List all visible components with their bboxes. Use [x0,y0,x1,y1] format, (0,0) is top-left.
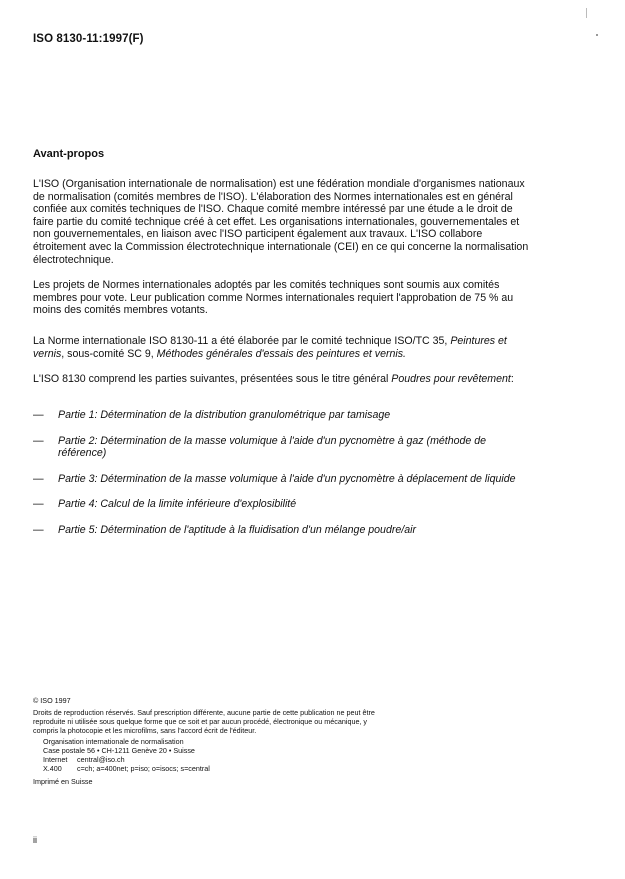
copyright-notice: © ISO 1997 [33,696,71,705]
list-item [33,409,533,422]
committee-text: La Norme internationale ISO 8130-11 a été élaborée par le comité technique ISO/TC 35, [33,335,451,347]
part-3-text: Partie 3: Détermination de la masse volumique à l'aide d'un pycnomètre à déplacement de liquide [58,472,516,485]
list-item [33,473,533,486]
internet-row [43,755,393,764]
internet-label: Internet [43,755,68,764]
part-1-text: Partie 1: Détermination de la distribution granulométrique par tamisage [58,409,391,421]
scan-edge-mark [586,8,587,18]
dash-bullet: — [33,434,44,447]
publisher-address [43,737,393,773]
parts-intro-text: L'ISO 8130 comprend les parties suivantes, présentées sous le titre général [33,373,392,385]
dash-bullet: — [33,523,44,536]
x400-row [43,764,393,773]
printed-in: Imprimé en Suisse [33,777,93,786]
copyright-block [33,696,393,786]
postal-address: Case postale 56 • CH-1211 Genève 20 • Suisse [43,746,195,755]
dash-bullet: — [33,498,44,511]
rights-statement: Droits de reproduction réservés. Sauf prescription différente, aucune partie de cette publication ne peut être reproduite ni utilisée sous quelque forme que ce soit et par aucun procédé, électronique ou mécanique, y compris la photocopie et les microfilms, sans l'accord écrit de l'éditeur. [33,708,375,735]
paragraph-committee [33,335,533,360]
parts-intro-colon: : [510,373,514,385]
list-item [33,435,533,460]
subcommittee-text: , sous-comité SC 9, [61,347,157,360]
x400-value: c=ch; a=400net; p=iso; o=isocs; s=central [77,764,210,773]
subcommittee-title: Méthodes générales d'essais des peintures et vernis. [156,347,406,360]
general-title: Poudres pour revêtement [391,373,511,385]
org-name: Organisation internationale de normalisation [43,737,184,746]
paragraph-iso-description: L'ISO (Organisation internationale de normalisation) est une fédération mondiale d'organismes nationaux de normalisation (comités membres de l'ISO). L'élaboration des Normes internationales est en général confiée aux comités techniques de l'ISO. Chaque comité membre intéressé par une étude a le droit de faire partie du comité technique créé à cet effet. Les organisations internationales, gouvernementales et non gouvernementales, en liaison avec l'ISO participent également aux travaux. L'ISO collabore étroitement avec la Commission électrotechnique internationale (CEI) en ce qui concerne la normalisation électrotechnique. [33,178,529,266]
list-item [33,498,533,511]
x400-label: X.400 [43,764,62,773]
paragraph-parts-intro [33,373,533,386]
committee-title: Peintures et vernis [33,335,507,360]
section-heading-avant-propos: Avant-propos [33,148,105,160]
part-4-text: Partie 4: Calcul de la limite inférieure d'explosibilité [58,498,297,511]
dash-bullet: — [33,472,44,485]
internet-value: central@iso.ch [77,755,125,764]
scan-dot [596,34,598,36]
part-5-text: Partie 5: Détermination de l'aptitude à la fluidisation d'un mélange poudre/air [58,523,416,536]
parts-list [33,409,533,550]
part-2-text: Partie 2: Détermination de la masse volumique à l'aide d'un pycnomètre à gaz (méthode de référence) [58,434,487,460]
dash-bullet: — [33,409,44,421]
page-number: ii [33,835,37,845]
paragraph-approval: Les projets de Normes internationales adoptés par les comités techniques sont soumis aux comités membres pour vote. Leur publication comme Normes internationales requiert l'approbation de 75 % au moins des comités membres votants. [33,279,514,317]
document-reference: ISO 8130-11:1997(F) [33,33,144,45]
list-item [33,524,533,537]
